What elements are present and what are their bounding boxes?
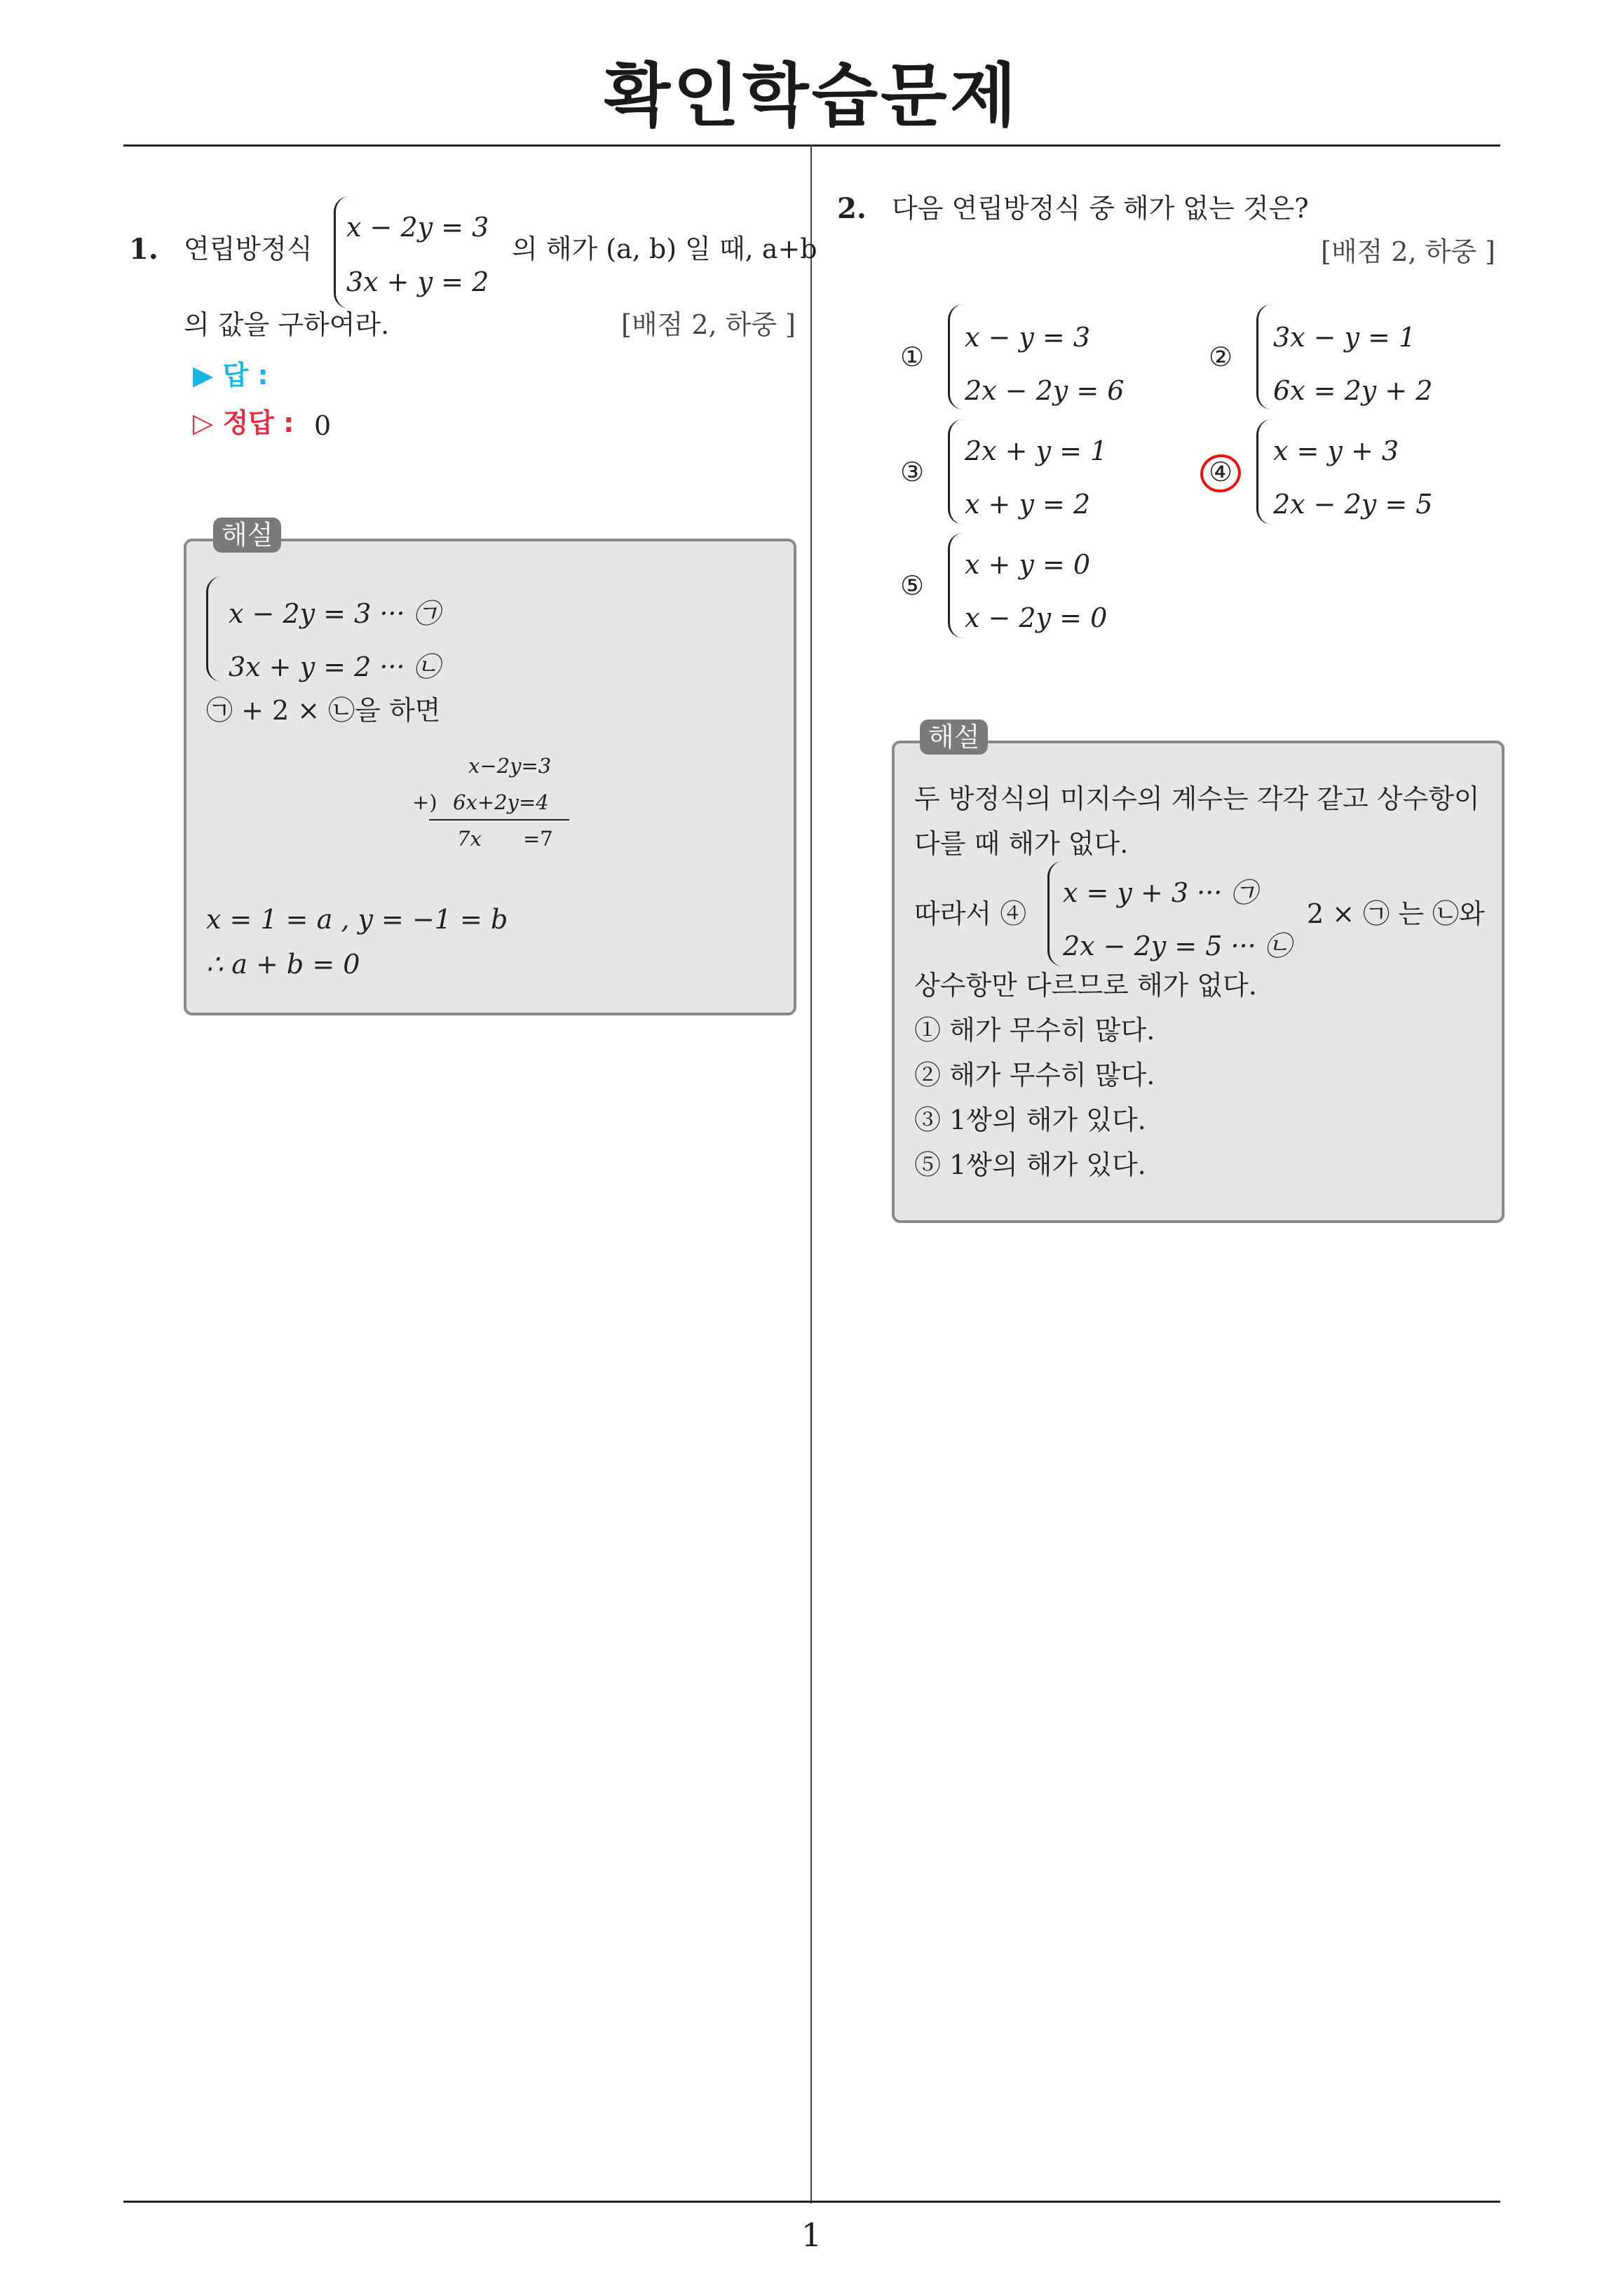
correct-answer-label: ▷ 정답 :	[193, 407, 294, 438]
option-label: ④	[1209, 457, 1233, 487]
solution-box	[892, 741, 1505, 1223]
option-equation-2: x + y = 2	[965, 489, 1091, 520]
correct-answer-value: 0	[314, 410, 332, 441]
page-number: 1	[801, 2216, 822, 2254]
option-equation-1: x − y = 3	[965, 322, 1091, 353]
solution-line: ③ 1쌍의 해가 있다.	[914, 1105, 1146, 1135]
calc-line-2: 6x+2y=4	[453, 790, 549, 814]
solution-tag: 해설	[213, 518, 281, 553]
solution-equation-2: 3x + y = 2 ··· ㉡	[229, 651, 440, 682]
column-divider	[810, 144, 812, 2203]
question-number: 2.	[837, 192, 867, 225]
solution-line: 다를 때 해가 없다.	[914, 828, 1129, 859]
score-meta: [배점 2, 하중 ]	[621, 309, 796, 340]
option-equation-1: x = y + 3	[1273, 435, 1399, 466]
option-equation-2: 2x − 2y = 6	[965, 375, 1125, 406]
option-label: ③	[900, 457, 925, 487]
calc-sum-line	[429, 819, 569, 821]
calc-result-left: 7x	[457, 827, 482, 851]
question-text-line2: 의 값을 구하여라.	[184, 309, 390, 340]
equation-1: x − 2y = 3	[346, 212, 489, 243]
option-equation-1: 2x + y = 1	[965, 435, 1108, 466]
calc-line-1: x−2y=3	[468, 754, 552, 778]
top-rule	[123, 144, 1500, 147]
equation-brace	[948, 419, 965, 525]
solution-line: 2 × ㉠ 는 ㉡와	[1307, 898, 1485, 929]
solution-line: ⑤ 1쌍의 해가 있다.	[914, 1149, 1146, 1180]
option-equation-1: x + y = 0	[965, 549, 1091, 580]
solution-equation-1: x = y + 3 ··· ㉠	[1063, 877, 1258, 908]
solution-line: ② 해가 무수히 많다.	[914, 1060, 1155, 1090]
equation-brace	[1256, 304, 1274, 410]
solution-result-2: ∴ a + b = 0	[206, 949, 360, 980]
solution-line: 상수항만 다르므로 해가 없다.	[914, 970, 1257, 1001]
solution-equation-1: x − 2y = 3 ··· ㉠	[229, 598, 440, 629]
solution-line: 따라서 ④	[914, 898, 1027, 929]
option-equation-2: x − 2y = 0	[965, 602, 1108, 633]
option-label: ⑤	[900, 570, 925, 601]
solution-tag: 해설	[920, 720, 988, 755]
page-title: 확인학습문제	[604, 56, 1019, 136]
equation-brace	[948, 533, 965, 638]
question-text: 다음 연립방정식 중 해가 없는 것은?	[892, 193, 1309, 224]
solution-line: ① 해가 무수히 많다.	[914, 1015, 1155, 1046]
solution-line: 두 방정식의 미지수의 계수는 각각 같고 상수항이	[914, 783, 1480, 814]
option-equation-2: 6x = 2y + 2	[1273, 375, 1433, 406]
option-label: ②	[1209, 342, 1233, 372]
question-text-cont: 의 해가 (a, b) 일 때, a+b	[512, 234, 817, 264]
solution-box	[184, 539, 796, 1015]
solution-equation-2: 2x − 2y = 5 ··· ㉡	[1063, 931, 1291, 961]
calc-plus: +)	[412, 790, 437, 814]
bottom-rule	[123, 2201, 1500, 2203]
option-label: ①	[900, 342, 925, 372]
option-equation-2: 2x − 2y = 5	[1273, 489, 1433, 520]
calc-result-right: =7	[523, 827, 553, 851]
question-text: 연립방정식	[184, 234, 313, 264]
solution-result-1: x = 1 = a , y = −1 = b	[206, 904, 508, 935]
equation-brace	[206, 576, 224, 682]
equation-2: 3x + y = 2	[346, 266, 489, 297]
score-meta: [배점 2, 하중 ]	[1321, 236, 1495, 267]
option-equation-1: 3x − y = 1	[1273, 322, 1416, 353]
answer-label: ▶ 답 :	[193, 360, 269, 391]
solution-line: ㉠ + 2 × ㉡을 하면	[206, 695, 441, 726]
question-number: 1.	[129, 233, 158, 266]
equation-brace	[1256, 419, 1274, 525]
equation-brace	[948, 304, 965, 410]
